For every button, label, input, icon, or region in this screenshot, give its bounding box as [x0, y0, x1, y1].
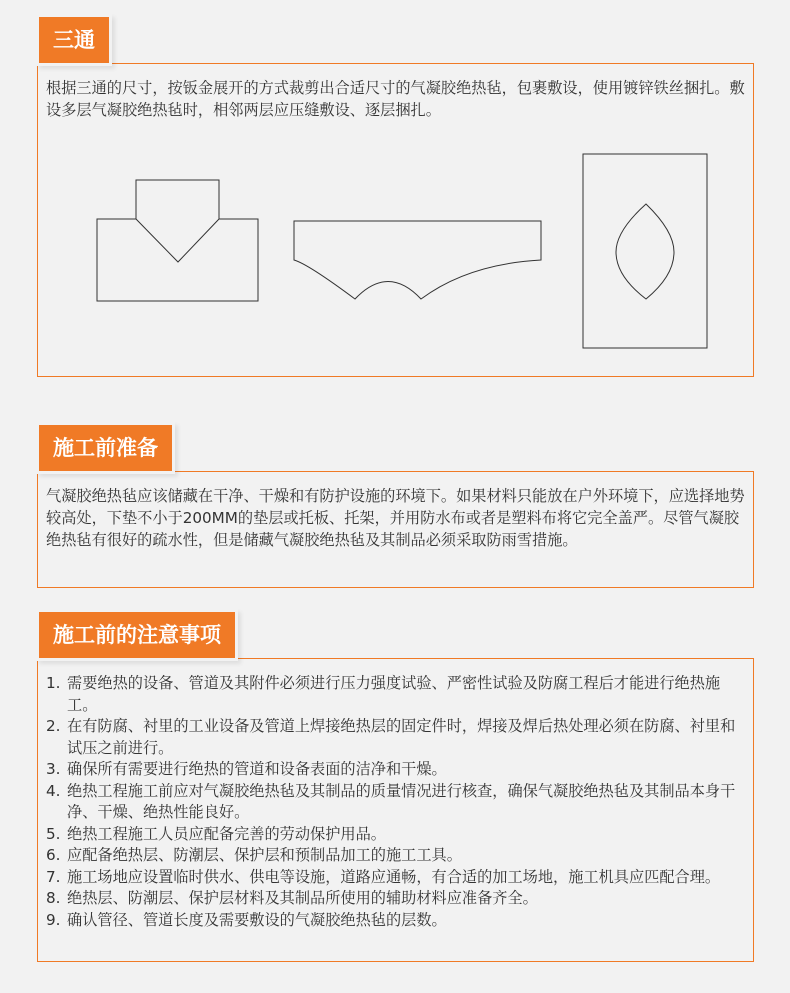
list-item-number: 2.	[46, 717, 61, 735]
list-item-number: 7.	[46, 867, 61, 886]
list-item-text: 绝热工程施工人员应配备完善的劳动保护用品。	[67, 824, 386, 843]
section-title-preparation: 施工前准备	[39, 425, 172, 471]
list-item-text: 应配备绝热层、防潮层、保护层和预制品加工的施工工具。	[67, 846, 462, 864]
lens-cutout-sheet	[583, 154, 707, 348]
list-item-text: 绝热层、防潮层、保护层材料及其制品所使用的辅助材料应准备齐全。	[67, 889, 538, 907]
list-item	[46, 888, 745, 910]
list-item-text: 在有防腐、衬里的工业设备及管道上焊接绝热层的固定件时，焊接及焊后热处理必须在防腐、衬里和试压之前进行。	[67, 717, 736, 757]
list-item	[46, 759, 745, 781]
list-item-number: 1.	[46, 674, 61, 692]
list-item-number: 8.	[46, 889, 61, 907]
list-item	[46, 845, 745, 867]
scalloped-strip-shape	[294, 221, 541, 299]
list-item	[46, 867, 745, 889]
list-item-number: 4.	[46, 781, 61, 800]
preparation-description: 气凝胶绝热毡应该储藏在干净、干燥和有防护设施的环境下。如果材料只能放在户外环境下，应选择地势较高处，下垫不小于200MM的垫层或托板、托架，并用防水布或者是塑料布将它完全盖严。尽管气凝胶绝热毡有很好的疏水性，但是储藏气凝胶绝热毡及其制品必须采取防雨雪措施。	[46, 487, 745, 549]
tee-description: 根据三通的尺寸，按钣金展开的方式裁剪出合适尺寸的气凝胶绝热毡，包裹敷设，使用镀锌铁丝捆扎。敷设多层气凝胶绝热毡时，相邻两层应压缝敷设、逐层捆扎。	[46, 79, 745, 119]
list-item	[46, 781, 745, 824]
lens-cutout	[616, 204, 674, 299]
tee-notched-shape	[97, 180, 258, 301]
list-item-number: 5.	[46, 824, 61, 843]
tee-cutting-diagram	[38, 64, 755, 378]
section-box-tee	[37, 63, 754, 377]
list-item	[46, 824, 745, 846]
list-item-text: 绝热工程施工前应对气凝胶绝热毡及其制品的质量情况进行核查，确保气凝胶绝热毡及其制品本身干净、干燥、绝热性能良好。	[67, 781, 736, 821]
list-item-number: 6.	[46, 846, 61, 864]
list-item-text: 确保所有需要进行绝热的管道和设备表面的洁净和干燥。	[67, 760, 447, 778]
tee-notch-v	[136, 219, 219, 262]
list-item-text: 确认管径、管道长度及需要敷设的气凝胶绝热毡的层数。	[67, 910, 447, 929]
list-item-text: 施工场地应设置临时供水、供电等设施，道路应通畅，有合适的加工场地，施工机具应匹配合理。	[67, 867, 721, 886]
list-item-number: 9.	[46, 910, 61, 929]
list-item-number: 3.	[46, 760, 61, 778]
section-title-tee: 三通	[39, 17, 109, 63]
list-item	[46, 716, 745, 759]
list-item-text: 需要绝热的设备、管道及其附件必须进行压力强度试验、严密性试验及防腐工程后才能进行绝热施工。	[67, 674, 721, 714]
precautions-list	[38, 659, 753, 931]
section-box-preparation	[37, 471, 754, 588]
section-box-precautions	[37, 658, 754, 962]
list-item	[46, 910, 745, 932]
list-item	[46, 673, 745, 716]
section-title-precautions: 施工前的注意事项	[39, 612, 235, 658]
